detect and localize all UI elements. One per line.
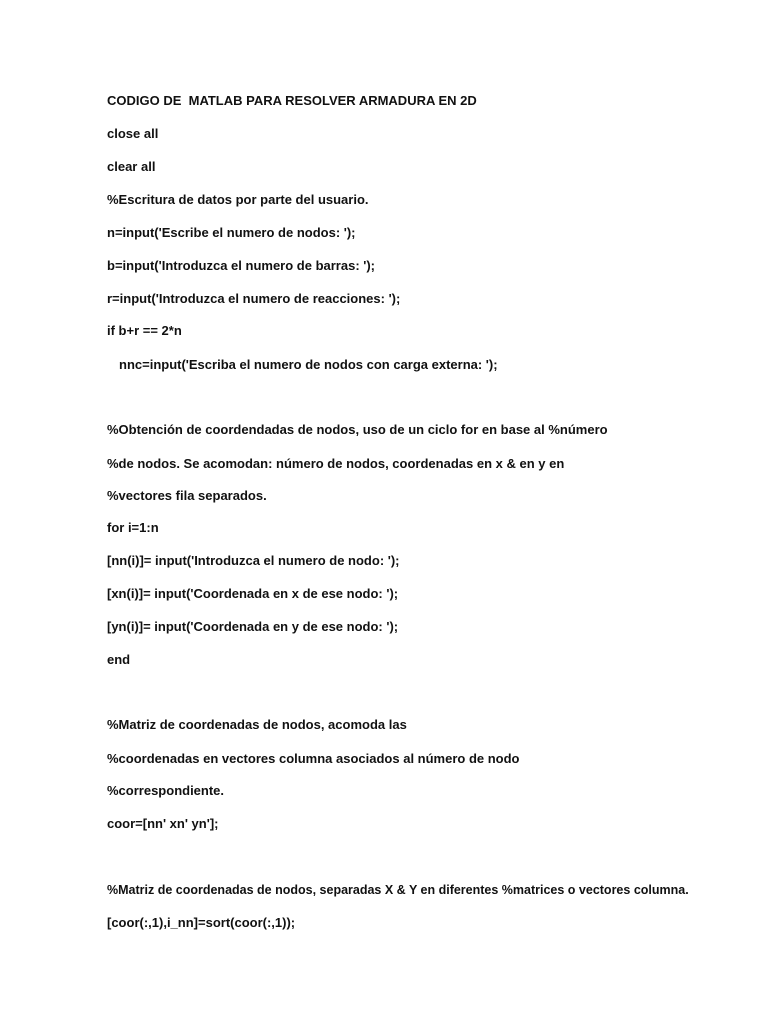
code-comment: %coordenadas en vectores columna asociados al número de nodo [107, 751, 520, 766]
code-line: [coor(:,1),i_nn]=sort(coor(:,1)); [107, 915, 296, 930]
code-line: coor=[nn' xn' yn']; [107, 816, 219, 831]
code-line: close all [107, 126, 159, 141]
code-line: nnc=input('Escriba el numero de nodos con carga externa: '); [119, 357, 498, 372]
code-line: n=input('Escribe el numero de nodos: '); [107, 225, 356, 240]
code-line: clear all [107, 159, 156, 174]
code-comment: %Matriz de coordenadas de nodos, acomoda las [107, 717, 407, 732]
code-line: b=input('Introduzca el numero de barras: '); [107, 258, 376, 273]
code-line: [yn(i)]= input('Coordenada en y de ese nodo: '); [107, 619, 399, 634]
code-line: r=input('Introduzca el numero de reacciones: '); [107, 291, 401, 306]
code-line: if b+r == 2*n [107, 323, 182, 338]
code-line: end [107, 652, 131, 667]
code-line: for i=1:n [107, 520, 159, 535]
code-comment: %Escritura de datos por parte del usuario. [107, 192, 369, 207]
code-line: [xn(i)]= input('Coordenada en x de ese nodo: '); [107, 586, 399, 601]
code-line: [nn(i)]= input('Introduzca el numero de nodo: '); [107, 553, 400, 568]
document-title: CODIGO DE MATLAB PARA RESOLVER ARMADURA EN 2D [107, 93, 477, 108]
code-comment: %Obtención de coordendadas de nodos, uso de un ciclo for en base al %número [107, 422, 608, 437]
code-comment: %Matriz de coordenadas de nodos, separadas X & Y en diferentes %matrices o vectores columna. [107, 883, 689, 897]
code-comment: %vectores fila separados. [107, 488, 267, 503]
code-comment: %correspondiente. [107, 783, 225, 798]
code-comment: %de nodos. Se acomodan: número de nodos, coordenadas en x & en y en [107, 456, 565, 471]
